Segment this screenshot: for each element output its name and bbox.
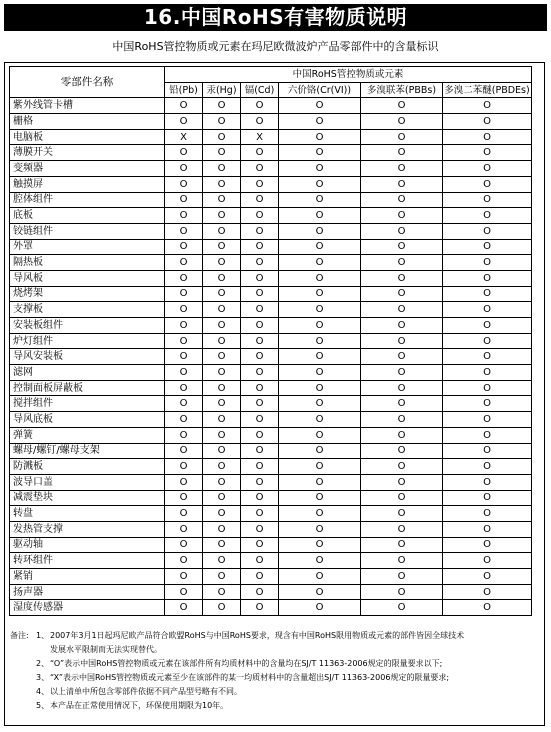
substance-mark-cell: O [165, 553, 203, 569]
substance-mark-cell: O [279, 129, 361, 145]
substance-mark-cell: O [361, 427, 443, 443]
substance-mark-cell: O [279, 600, 361, 616]
substance-header: 多溴二苯醚(PBDEs) [443, 82, 532, 98]
note-number: 2、 [36, 659, 50, 668]
substance-mark-cell: O [203, 490, 241, 506]
notes-section [10, 629, 545, 713]
part-name-cell: 隔热板 [10, 255, 165, 271]
substance-mark-cell: O [443, 412, 532, 428]
note-text: 本产品在正常使用情况下，环保使用期限为10年。 [50, 701, 229, 710]
substance-mark-cell: O [443, 286, 532, 302]
table-row [10, 521, 532, 537]
substance-mark-cell: O [443, 98, 532, 114]
table-row [10, 490, 532, 506]
substance-header: 六价铬(Cr(VI)) [279, 82, 361, 98]
substance-mark-cell: O [361, 302, 443, 318]
note-number: 5、 [36, 701, 50, 710]
substance-mark-cell: O [165, 365, 203, 381]
substance-mark-cell: O [241, 427, 279, 443]
part-name-cell: 腔体组件 [10, 192, 165, 208]
substance-mark-cell: O [165, 569, 203, 585]
substance-mark-cell: O [279, 192, 361, 208]
note-lead [10, 699, 36, 713]
substance-mark-cell: O [165, 506, 203, 522]
part-name-cell: 弹簧 [10, 427, 165, 443]
table-row [10, 129, 532, 145]
substance-mark-cell: O [279, 349, 361, 365]
table-row [10, 239, 532, 255]
substance-mark-cell: O [165, 318, 203, 334]
substance-mark-cell: O [203, 412, 241, 428]
substance-mark-cell: O [241, 286, 279, 302]
part-name-cell: 栅格 [10, 114, 165, 130]
part-name-cell: 烧烤架 [10, 286, 165, 302]
substance-mark-cell: O [203, 192, 241, 208]
substance-mark-cell: O [443, 114, 532, 130]
substance-mark-cell: O [165, 176, 203, 192]
substance-mark-cell: O [361, 161, 443, 177]
substance-mark-cell: O [279, 318, 361, 334]
table-row [10, 114, 532, 130]
part-name-cell: 波导口盖 [10, 474, 165, 490]
substance-mark-cell: X [241, 129, 279, 145]
substance-mark-cell: O [279, 474, 361, 490]
substance-mark-cell: O [443, 553, 532, 569]
note-item [10, 685, 545, 699]
part-name-cell: 控制面板屏蔽板 [10, 380, 165, 396]
substance-mark-cell: O [165, 521, 203, 537]
substance-mark-cell: O [361, 412, 443, 428]
substance-mark-cell: O [241, 318, 279, 334]
substance-mark-cell: O [443, 161, 532, 177]
substance-mark-cell: O [279, 161, 361, 177]
note-lead: 备注: [10, 631, 29, 640]
note-item [10, 657, 545, 671]
substance-mark-cell: O [443, 192, 532, 208]
note-text: 以上清单中所包含零部件依据不同产品型号略有不同。 [50, 687, 242, 696]
substance-mark-cell: O [165, 208, 203, 224]
substance-mark-cell: O [165, 474, 203, 490]
substance-mark-cell: O [361, 255, 443, 271]
substance-mark-cell: X [165, 129, 203, 145]
substance-mark-cell: O [361, 553, 443, 569]
part-name-cell: 发热管支撑 [10, 521, 165, 537]
substance-mark-cell: O [165, 600, 203, 616]
substance-mark-cell: O [361, 223, 443, 239]
substance-mark-cell: O [443, 584, 532, 600]
table-body [10, 98, 532, 616]
table-row [10, 553, 532, 569]
substance-mark-cell: O [443, 255, 532, 271]
substance-mark-cell: O [165, 349, 203, 365]
table-row [10, 427, 532, 443]
substance-mark-cell: O [203, 129, 241, 145]
substance-mark-cell: O [361, 176, 443, 192]
substance-mark-cell: O [203, 396, 241, 412]
part-name-cell: 转盘 [10, 506, 165, 522]
part-name-cell: 底板 [10, 208, 165, 224]
substance-mark-cell: O [203, 600, 241, 616]
substance-mark-cell: O [165, 396, 203, 412]
substance-mark-cell: O [443, 302, 532, 318]
substance-mark-cell: O [443, 490, 532, 506]
table-row [10, 255, 532, 271]
table-row [10, 474, 532, 490]
substance-mark-cell: O [241, 490, 279, 506]
substance-mark-cell: O [203, 114, 241, 130]
table-row [10, 584, 532, 600]
substance-mark-cell: O [443, 333, 532, 349]
note-lead [10, 671, 36, 685]
substance-mark-cell: O [361, 569, 443, 585]
substance-mark-cell: O [203, 333, 241, 349]
note-text: “X”表示中国RoHS管控物质或元素至少在该部件的某一均质材料中的含量超出SJ/T 11363-2006规定的限量要求; [50, 673, 450, 682]
part-name-cell: 炉灯组件 [10, 333, 165, 349]
part-name-cell: 减震垫块 [10, 490, 165, 506]
substance-mark-cell: O [241, 396, 279, 412]
substance-mark-cell: O [165, 161, 203, 177]
substance-mark-cell: O [279, 412, 361, 428]
substance-mark-cell: O [279, 239, 361, 255]
part-name-cell: 变频器 [10, 161, 165, 177]
substance-mark-cell: O [203, 302, 241, 318]
table-row [10, 349, 532, 365]
substance-mark-cell: O [443, 270, 532, 286]
table-row [10, 270, 532, 286]
substance-mark-cell: O [279, 584, 361, 600]
substance-mark-cell: O [361, 584, 443, 600]
part-name-cell: 导风板 [10, 270, 165, 286]
part-name-cell: 紧销 [10, 569, 165, 585]
substance-mark-cell: O [241, 161, 279, 177]
substance-mark-cell: O [241, 521, 279, 537]
substance-mark-cell: O [241, 239, 279, 255]
substance-mark-cell: O [443, 506, 532, 522]
substance-mark-cell: O [203, 474, 241, 490]
substance-header: 镉(Cd) [241, 82, 279, 98]
substance-mark-cell: O [279, 333, 361, 349]
substance-mark-cell: O [443, 521, 532, 537]
table-row [10, 396, 532, 412]
substance-mark-cell: O [279, 553, 361, 569]
substance-mark-cell: O [279, 208, 361, 224]
substance-mark-cell: O [241, 208, 279, 224]
part-name-cell: 湿度传感器 [10, 600, 165, 616]
substance-mark-cell: O [203, 521, 241, 537]
page-subtitle: 中国RoHS管控物质或元素在玛尼欧微波炉产品零部件中的含量标识 [112, 40, 439, 53]
rohs-table [9, 66, 532, 616]
substance-mark-cell: O [279, 537, 361, 553]
substance-mark-cell: O [241, 553, 279, 569]
substance-mark-cell: O [165, 98, 203, 114]
part-name-cell: 扬声器 [10, 584, 165, 600]
table-row [10, 286, 532, 302]
part-name-cell: 紫外线管卡槽 [10, 98, 165, 114]
table-row [10, 380, 532, 396]
substance-mark-cell: O [165, 239, 203, 255]
substance-mark-cell: O [203, 427, 241, 443]
part-name-cell: 支撑板 [10, 302, 165, 318]
substance-mark-cell: O [361, 349, 443, 365]
substance-mark-cell: O [203, 270, 241, 286]
substance-mark-cell: O [241, 114, 279, 130]
note-text: “O”表示中国RoHS管控物质或元素在该部件所有均质材料中的含量均在SJ/T 11363-2006规定的限量要求以下; [50, 659, 443, 668]
substance-mark-cell: O [361, 98, 443, 114]
substance-mark-cell: O [241, 98, 279, 114]
substance-mark-cell: O [203, 318, 241, 334]
substance-mark-cell: O [361, 600, 443, 616]
part-name-cell: 铰链组件 [10, 223, 165, 239]
part-name-cell: 导风安装板 [10, 349, 165, 365]
substance-mark-cell: O [203, 176, 241, 192]
part-name-cell: 触摸屏 [10, 176, 165, 192]
substance-mark-cell: O [165, 223, 203, 239]
page-title: 16.中国RoHS有害物质说明 [4, 4, 547, 31]
note-number: 3、 [36, 673, 50, 682]
substance-mark-cell: O [203, 255, 241, 271]
substance-mark-cell: O [165, 114, 203, 130]
part-name-cell: 驱动轴 [10, 537, 165, 553]
substance-mark-cell: O [203, 553, 241, 569]
substance-mark-cell: O [443, 223, 532, 239]
substance-mark-cell: O [241, 459, 279, 475]
substance-mark-cell: O [203, 349, 241, 365]
substance-mark-cell: O [241, 569, 279, 585]
substance-mark-cell: O [361, 506, 443, 522]
table-row [10, 223, 532, 239]
substance-mark-cell: O [165, 412, 203, 428]
table-row [10, 600, 532, 616]
note-text: 2007年3月1日起玛尼欧产品符合欧盟RoHS与中国RoHS要求，现含有中国RoHS限用物质或元素的部件皆因全球技术 [50, 631, 465, 640]
substance-mark-cell: O [241, 365, 279, 381]
substance-mark-cell: O [443, 176, 532, 192]
substance-mark-cell: O [361, 145, 443, 161]
substance-mark-cell: O [241, 537, 279, 553]
table-row [10, 192, 532, 208]
note-number: 1、 [36, 631, 50, 640]
part-name-cell: 导风底板 [10, 412, 165, 428]
table-row [10, 569, 532, 585]
substance-mark-cell: O [203, 223, 241, 239]
substance-mark-cell: O [279, 270, 361, 286]
substance-mark-cell: O [443, 365, 532, 381]
substance-mark-cell: O [165, 427, 203, 443]
substance-mark-cell: O [279, 255, 361, 271]
substance-mark-cell: O [203, 365, 241, 381]
substance-mark-cell: O [203, 98, 241, 114]
table-row [10, 506, 532, 522]
substance-mark-cell: O [165, 380, 203, 396]
part-name-cell: 滤网 [10, 365, 165, 381]
substance-mark-cell: O [241, 176, 279, 192]
substance-mark-cell: O [203, 569, 241, 585]
substance-header: 多溴联苯(PBBs) [361, 82, 443, 98]
substance-mark-cell: O [361, 537, 443, 553]
part-name-header: 零部件名称 [10, 67, 165, 98]
note-item [10, 699, 545, 713]
part-name-cell: 电脑板 [10, 129, 165, 145]
part-name-cell: 螺母/螺钉/螺母支架 [10, 443, 165, 459]
substance-mark-cell: O [443, 569, 532, 585]
substance-mark-cell: O [165, 584, 203, 600]
substance-mark-cell: O [241, 600, 279, 616]
substance-group-header: 中国RoHS管控物质或元素 [165, 67, 532, 83]
substance-mark-cell: O [241, 506, 279, 522]
substance-mark-cell: O [443, 600, 532, 616]
substance-mark-cell: O [279, 114, 361, 130]
substance-mark-cell: O [279, 490, 361, 506]
note-continuation: 发展水平限制而无法实现替代。 [50, 645, 162, 654]
substance-mark-cell: O [279, 521, 361, 537]
substance-mark-cell: O [241, 192, 279, 208]
substance-mark-cell: O [279, 427, 361, 443]
substance-mark-cell: O [443, 145, 532, 161]
substance-mark-cell: O [443, 474, 532, 490]
substance-mark-cell: O [443, 318, 532, 334]
substance-mark-cell: O [443, 427, 532, 443]
table-row [10, 208, 532, 224]
substance-mark-cell: O [279, 569, 361, 585]
table-row [10, 145, 532, 161]
substance-mark-cell: O [361, 490, 443, 506]
substance-mark-cell: O [279, 145, 361, 161]
substance-mark-cell: O [361, 286, 443, 302]
note-lead [10, 685, 36, 699]
substance-header: 汞(Hg) [203, 82, 241, 98]
substance-mark-cell: O [241, 302, 279, 318]
substance-mark-cell: O [165, 459, 203, 475]
note-item [10, 629, 545, 643]
substance-mark-cell: O [203, 239, 241, 255]
substance-mark-cell: O [443, 208, 532, 224]
substance-mark-cell: O [361, 396, 443, 412]
substance-mark-cell: O [203, 537, 241, 553]
substance-mark-cell: O [279, 380, 361, 396]
substance-mark-cell: O [279, 302, 361, 318]
substance-mark-cell: O [165, 333, 203, 349]
table-row [10, 365, 532, 381]
table-row [10, 459, 532, 475]
substance-mark-cell: O [361, 380, 443, 396]
substance-mark-cell: O [279, 365, 361, 381]
substance-mark-cell: O [165, 302, 203, 318]
substance-mark-cell: O [203, 459, 241, 475]
substance-mark-cell: O [361, 192, 443, 208]
substance-mark-cell: O [241, 412, 279, 428]
table-row [10, 176, 532, 192]
substance-mark-cell: O [279, 443, 361, 459]
substance-mark-cell: O [165, 255, 203, 271]
table-row [10, 318, 532, 334]
substance-mark-cell: O [241, 255, 279, 271]
substance-mark-cell: O [279, 223, 361, 239]
note-lead [10, 657, 36, 671]
substance-mark-cell: O [361, 443, 443, 459]
substance-header: 铅(Pb) [165, 82, 203, 98]
table-row [10, 443, 532, 459]
substance-mark-cell: O [241, 223, 279, 239]
substance-mark-cell: O [279, 176, 361, 192]
substance-mark-cell: O [241, 333, 279, 349]
part-name-cell: 安装板组件 [10, 318, 165, 334]
substance-mark-cell: O [279, 98, 361, 114]
substance-mark-cell: O [443, 239, 532, 255]
substance-mark-cell: O [279, 459, 361, 475]
substance-mark-cell: O [203, 443, 241, 459]
substance-mark-cell: O [165, 490, 203, 506]
substance-mark-cell: O [361, 474, 443, 490]
substance-mark-cell: O [203, 286, 241, 302]
substance-mark-cell: O [361, 459, 443, 475]
substance-mark-cell: O [361, 239, 443, 255]
substance-mark-cell: O [241, 349, 279, 365]
substance-mark-cell: O [361, 129, 443, 145]
substance-mark-cell: O [203, 145, 241, 161]
substance-mark-cell: O [361, 114, 443, 130]
substance-mark-cell: O [361, 333, 443, 349]
substance-mark-cell: O [279, 506, 361, 522]
table-row [10, 333, 532, 349]
substance-mark-cell: O [443, 537, 532, 553]
table-row [10, 537, 532, 553]
substance-mark-cell: O [203, 208, 241, 224]
table-row [10, 412, 532, 428]
substance-mark-cell: O [165, 145, 203, 161]
part-name-cell: 搅拌组件 [10, 396, 165, 412]
substance-mark-cell: O [443, 396, 532, 412]
table-row [10, 302, 532, 318]
part-name-cell: 转环组件 [10, 553, 165, 569]
substance-mark-cell: O [165, 192, 203, 208]
substance-mark-cell: O [443, 129, 532, 145]
substance-mark-cell: O [165, 443, 203, 459]
substance-mark-cell: O [279, 396, 361, 412]
substance-mark-cell: O [361, 521, 443, 537]
substance-mark-cell: O [241, 474, 279, 490]
substance-mark-cell: O [241, 380, 279, 396]
substance-mark-cell: O [361, 318, 443, 334]
substance-mark-cell: O [203, 584, 241, 600]
substance-mark-cell: O [165, 537, 203, 553]
substance-mark-cell: O [241, 145, 279, 161]
substance-mark-cell: O [361, 365, 443, 381]
substance-mark-cell: O [203, 161, 241, 177]
substance-mark-cell: O [165, 270, 203, 286]
table-row [10, 161, 532, 177]
substance-mark-cell: O [443, 459, 532, 475]
part-name-cell: 防溅板 [10, 459, 165, 475]
table-row [10, 98, 532, 114]
substance-mark-cell: O [361, 270, 443, 286]
substance-mark-cell: O [241, 584, 279, 600]
substance-mark-cell: O [203, 380, 241, 396]
substance-mark-cell: O [279, 286, 361, 302]
substance-mark-cell: O [443, 443, 532, 459]
substance-mark-cell: O [203, 506, 241, 522]
note-item [10, 671, 545, 685]
substance-mark-cell: O [443, 349, 532, 365]
substance-mark-cell: O [241, 443, 279, 459]
substance-mark-cell: O [361, 208, 443, 224]
substance-mark-cell: O [443, 380, 532, 396]
substance-mark-cell: O [165, 286, 203, 302]
part-name-cell: 薄膜开关 [10, 145, 165, 161]
substance-mark-cell: O [241, 270, 279, 286]
note-number: 4、 [36, 687, 50, 696]
part-name-cell: 外罩 [10, 239, 165, 255]
